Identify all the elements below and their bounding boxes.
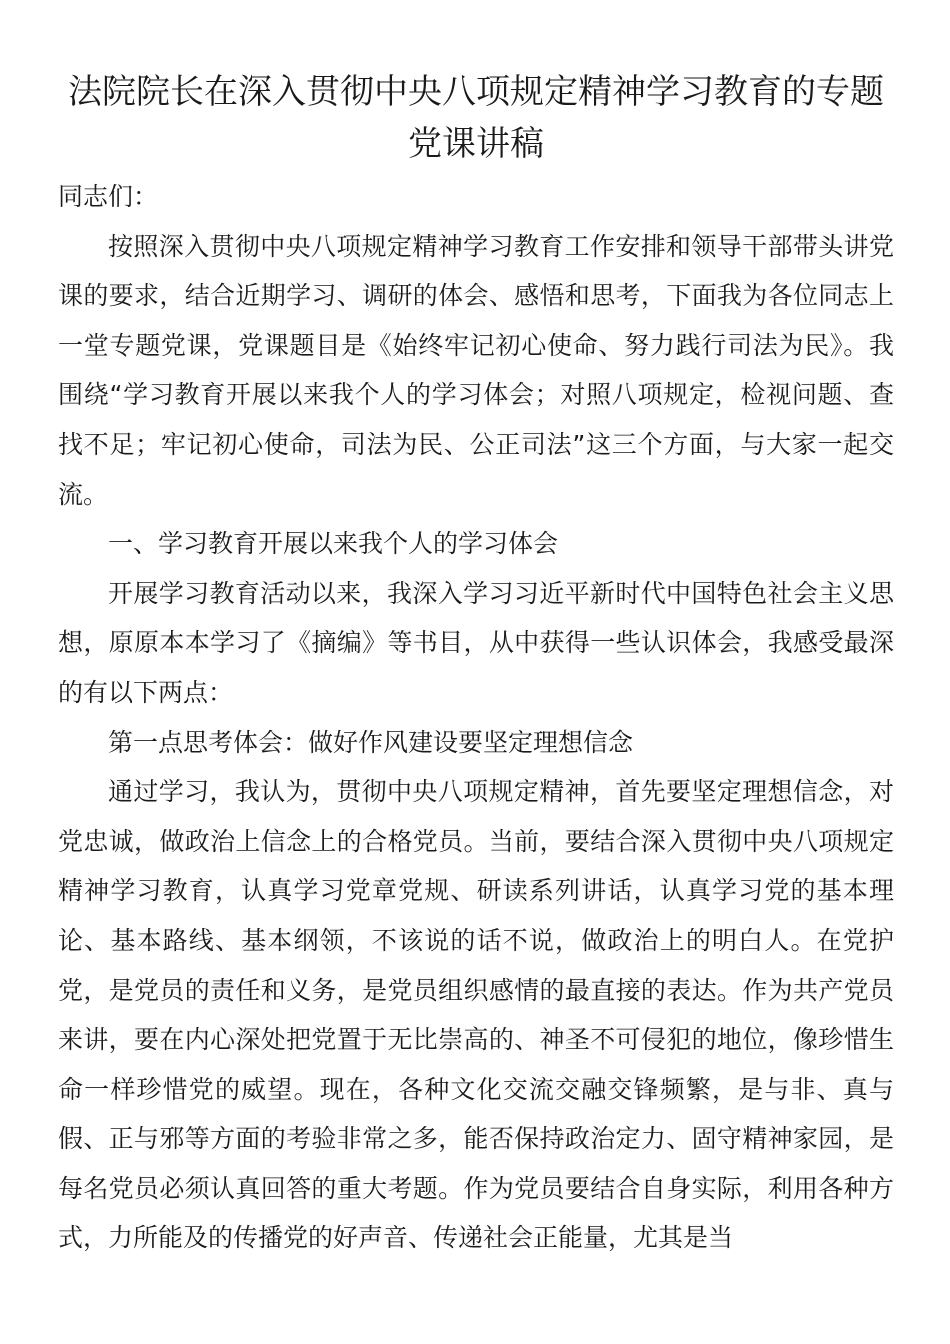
paragraph: 通过学习，我认为，贯彻中央八项规定精神，首先要坚定理想信念，对党忠诚，做政治上信念上的合格党员。当前，要结合深入贯彻中央八项规定精神学习教育，认真学习党章党规、研读系列讲话，认真学习党的基本理论、基本路线、基本纲领，不该说的话不说，做政治上的明白人。在党护党，是党员的责任和义务，是党员组织感情的最直接的表达。作为共产党员来讲，要在内心深处把党置于无比崇高的、神圣不可侵犯的地位，像珍惜生命一样珍惜党的威望。现在，各种文化交流交融交锋频繁，是与非、真与假、正与邪等方面的考验非常之多，能否保持政治定力、固守精神家园，是每名党员必须认真回答的重大考题。作为党员要结合自身实际，利用各种方式，力所能及的传播党的好声音、传递社会正能量，尤其是当 <box>58 777 894 1253</box>
document-page <box>58 66 894 1263</box>
document-title: 法院院长在深入贯彻中央八项规定精神学习教育的专题党课讲稿 <box>68 72 884 164</box>
section-heading-1: 一、学习教育开展以来我个人的学习体会 <box>108 529 559 559</box>
paragraph: 开展学习教育活动以来，我深入学习习近平新时代中国特色社会主义思想，原原本本学习了《摘编》等书目，从中获得一些认识体会，我感受最深的有以下两点： <box>58 578 894 707</box>
subsection-heading-1: 第一点思考体会：做好作风建设要坚定理想信念 <box>108 727 634 757</box>
paragraph-intro: 按照深入贯彻中央八项规定精神学习教育工作安排和领导干部带头讲党课的要求，结合近期学习、调研的体会、感悟和思考，下面我为各位同志上一堂专题党课，党课题目是《始终牢记初心使命、努力践行司法为民》。我围绕“学习教育开展以来我个人的学习体会；对照八项规定，检视问题、查找不足；牢记初心使命，司法为民、公正司法”这三个方面，与大家一起交流。 <box>58 231 894 509</box>
salutation: 同志们： <box>58 182 159 211</box>
document-body <box>58 172 894 1263</box>
